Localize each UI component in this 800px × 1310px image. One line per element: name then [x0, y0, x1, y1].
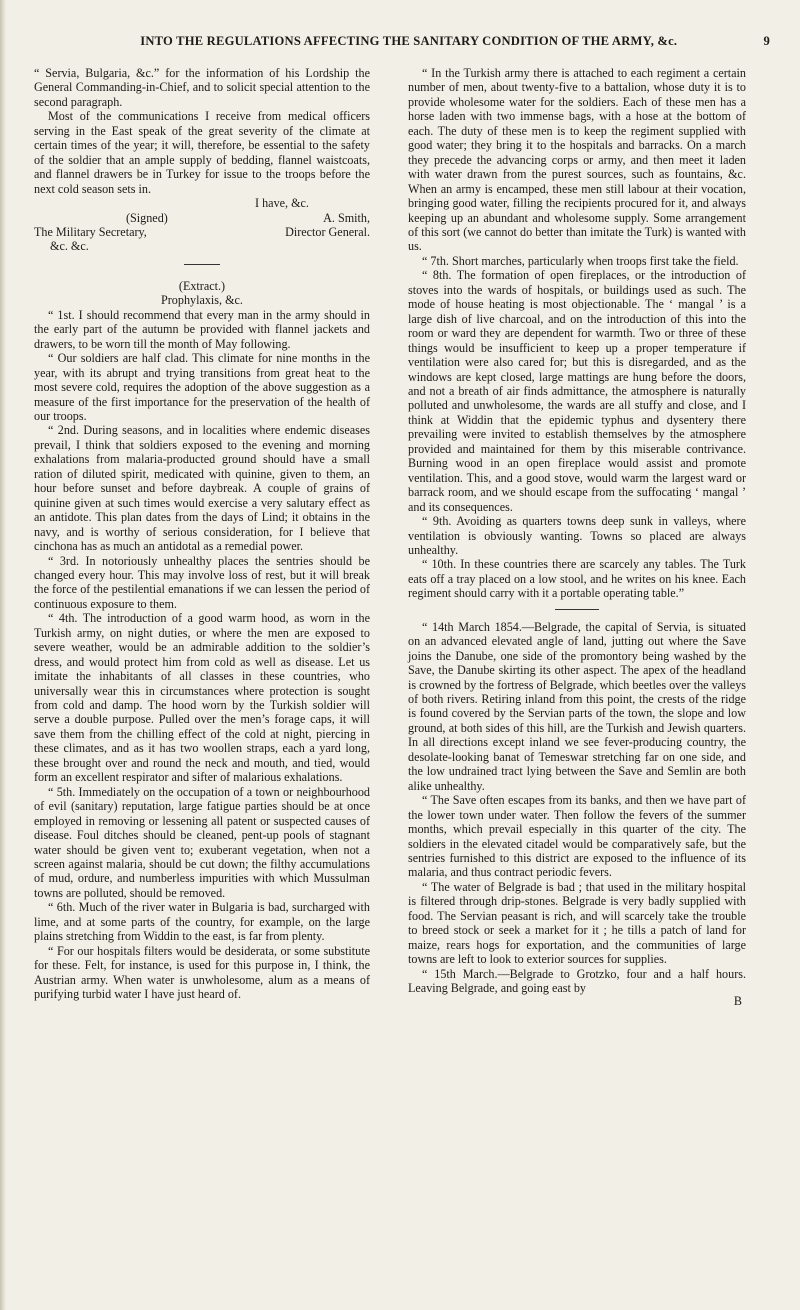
- paragraph: “ The Save often escapes from its banks, and then we have part of the lower town under water. Then follow the fevers of the summer months, which prevail especially in this quarter of the city. The soldiers in the elevated citadel would be comparatively safe, but the sentries furnished to this district are exposed to the influence of its malaria, and thus contract periodic fevers.: [408, 793, 746, 880]
- signature-mark: B: [733, 993, 742, 1008]
- paragraph: “ The water of Belgrade is bad ; that used in the military hospital is filtered through drip-stones. Belgrade is very badly supplied with food. The Servian peasant is rich, and will scarcely take the trouble to breed stock or seek a market for it ; he tills a patch of land for maize, rears hogs for exportation, and the communities of large towns are left to look to exterior sources for supplies.: [408, 879, 746, 967]
- paragraph: “ 15th March.—Belgrade to Grotzko, four and a half hours. Leaving Belgrade, and going east by: [408, 966, 746, 996]
- paragraph: “ 7th. Short marches, particularly when troops first take the field.: [422, 253, 739, 268]
- sig-name: A. Smith,: [323, 210, 370, 225]
- running-header: [62, 34, 770, 49]
- paragraph: “ 10th. In these countries there are scarcely any tables. The Turk eats off a tray placed on a low stool, and he writes on his knee. Each regiment should carry with it a portable operating table.”: [408, 557, 746, 601]
- paragraph: “ For our hospitals filters would be desiderata, or some substitute for these. Felt, for instance, is used for this purpose in, I think, the Austrian army. When water is unwholesome, alum as a means of purifying turbid water I have just heard of.: [34, 943, 370, 1002]
- sig-addressee: The Military Secretary,: [34, 224, 147, 239]
- sig-have: I have, &c.: [255, 196, 309, 211]
- page-edge-shadow: [0, 0, 6, 1310]
- paragraph: “ 8th. The formation of open fireplaces, or the introduction of stoves into the wards of hospitals, or buildings used as such. The mode of house heating is most objectionable. The ‘ mangal ’ is a large dish of live charcoal, and on the introduction of this into the room or ward they are dependent for warmth. Two or three of these things would be insufficient to keep up a proper temperature if ventilation were also cared for; but this is disregarded, and as the windows are kept closed, large mattings are hung before the doors, and not a breath of air finds admittance, the atmosphere is naturally polluted and unwholesome, the wards are all stuffy and close, and I think at Widdin that the epidemic typhus and dysentery there prevailing were invited to establish themselves by the atmosphere provided and maintained for them by this miserable contrivance. Burning wood in an open fireplace would assist and promote ventilation. This, and a good stove, would warm the largest ward or barrack room, and we should escape from the suffocating ‘ mangal ’ and its consequences.: [408, 268, 746, 514]
- extract-heading: (Extract.): [178, 278, 226, 293]
- sig-line: [34, 225, 370, 239]
- left-column: [34, 66, 370, 1002]
- running-title: INTO THE REGULATIONS AFFECTING THE SANITARY CONDITION OF THE ARMY, &c.: [140, 34, 678, 48]
- sig-line: [34, 211, 370, 225]
- paragraph: “ In the Turkish army there is attached to each regiment a certain number of men, about twenty-five to a battalion, whose duty it is to provide wholesome water for the soldiers. Each of these men has a horse laden with two immense bags, with a hose at the bottom of each. The duty of these men is to keep the regiment supplied with good water; they bring it to the hospitals and barracks. On a march they precede the advancing corps or army, and then meet it laden with water drawn from the purest sources, such as fountains, &c. When an army is encamped, these men still labour at their vocation, bringing good water, filling the recipients procured for it, and always keeping up an abundant and wholesome supply. Some arrangement of this sort (we cannot do better than imitate the Turk) is wanted with us.: [408, 66, 746, 254]
- sig-etc: &c. &c.: [50, 239, 89, 254]
- paragraph: “ 1st. I should recommend that every man in the army should in the early part of the autumn be provided with flannel jackets and drawers, to be worn till the month of May following.: [34, 307, 370, 351]
- paragraph: “ Servia, Bulgaria, &c.” for the information of his Lordship the General Commanding-in-Chief, and to solicit special attention to the second paragraph.: [34, 66, 370, 109]
- paragraph: “ Our soldiers are half clad. This climate for nine months in the year, with its abrupt and trying transitions from great heat to the most severe cold, requires the adoption of the above suggestion as a measure of the first importance for the preservation of the health of our troops.: [34, 351, 370, 423]
- paragraph: “ 9th. Avoiding as quarters towns deep sunk in valleys, where ventilation is obviously wanting. Towns so placed are always unhealthy.: [408, 514, 746, 557]
- sig-signed: (Signed): [126, 210, 168, 225]
- paragraph: “ 6th. Much of the river water in Bulgaria is bad, surcharged with lime, and at some parts of the country, for example, on the large plains stretching from Widdin to the east, is far from plenty.: [34, 900, 370, 944]
- page-number: 9: [763, 34, 770, 48]
- paragraph: “ 5th. Immediately on the occupation of a town or neighbourhood of evil (sanitary) reputation, large fatigue parties should be at once employed in removing or lessening all patent or suspected causes of disease. Foul ditches should be cleaned, pent-up pools of stagnant water should be given vent to; exuberant vegetation, when not a screen against malaria, should be cut down; the filthy accumulations of mud, ordure, and numberless impurities with which Mussulman towns are polluted, should be removed.: [34, 784, 370, 900]
- letter-signature-block: [34, 196, 370, 254]
- sig-role: Director General.: [285, 224, 370, 239]
- paragraph: “ 3rd. In notoriously unhealthy places the sentries should be changed every hour. This may involve loss of rest, but it will break the force of the pestilential emanations if we can lessen the period of continuous exposure to them.: [34, 553, 370, 611]
- section-divider: [555, 609, 599, 610]
- paragraph: “ 4th. The introduction of a good warm hood, as worn in the Turkish army, on night duties, or where the men are exposed to severe weather, would be an admirable addition to the soldier’s dress, and would protect him from cold as well as disease. Let us imitate the inhabitants of all classes in these countries, who universally wear this in circumstances where protection is sought from cold and damp. The hood worn by the Turkish soldier will serve a double purpose. Pulled over the men’s forage caps, it will save them from the chilling effect of the cold at night, piercing in these climates, and as it has two woollen straps, each a yard long, these brought over and round the neck and mouth, and tied, would form an excellent respirator and sifter of malarious exhalations.: [34, 611, 370, 785]
- paragraph: “ 2nd. During seasons, and in localities where endemic diseases prevail, I think that soldiers exposed to the evening and morning exhalations from malaria-producted ground should have a small ration of diluted spirit, medicated with quinine, given to them, an hour before sunset and before daybreak. A couple of grains of quinine given at such times would exercise a very salutary effect as an antidote. This plan dates from the days of Lind; it obtains in the navy, and is worthy of serious consideration, for I believe that cinchona has as much an antidotal as a remedial power.: [34, 423, 370, 554]
- section-divider: [184, 264, 220, 265]
- paragraph: Most of the communications I receive from medical officers serving in the East speak of the great severity of the climate at certain times of the year; it will, therefore, be essential to the safety of the soldier that an ample supply of bedding, flannel waistcoats, and flannel drawers be in Turkey for issue to the troops before the next cold season sets in.: [34, 109, 370, 196]
- prophylaxis-heading: Prophylaxis, &c.: [161, 293, 243, 308]
- right-column: [408, 66, 746, 1008]
- paragraph: “ 14th March 1854.—Belgrade, the capital of Servia, is situated on an advanced elevated angle of land, jutting out where the Save joins the Danube, one side of the promontory being washed by the Save, the Danube skirting its other aspect. The apex of the headland is crowned by the fortress of Belgrade, which beetles over the valleys of both rivers. Retiring inland from this point, the crests of the ridge is found covered by the Servian parts of the town, the slope and low ground, at both sides of this hill, are the Turkish and Jewish quarters. In all directions except inland we see fever-producing country, the desolate-looking banat of Temeswar stretching far on one side, and the low undrained tract lying between the Save and Semlin are both alike unhealthy.: [408, 619, 746, 793]
